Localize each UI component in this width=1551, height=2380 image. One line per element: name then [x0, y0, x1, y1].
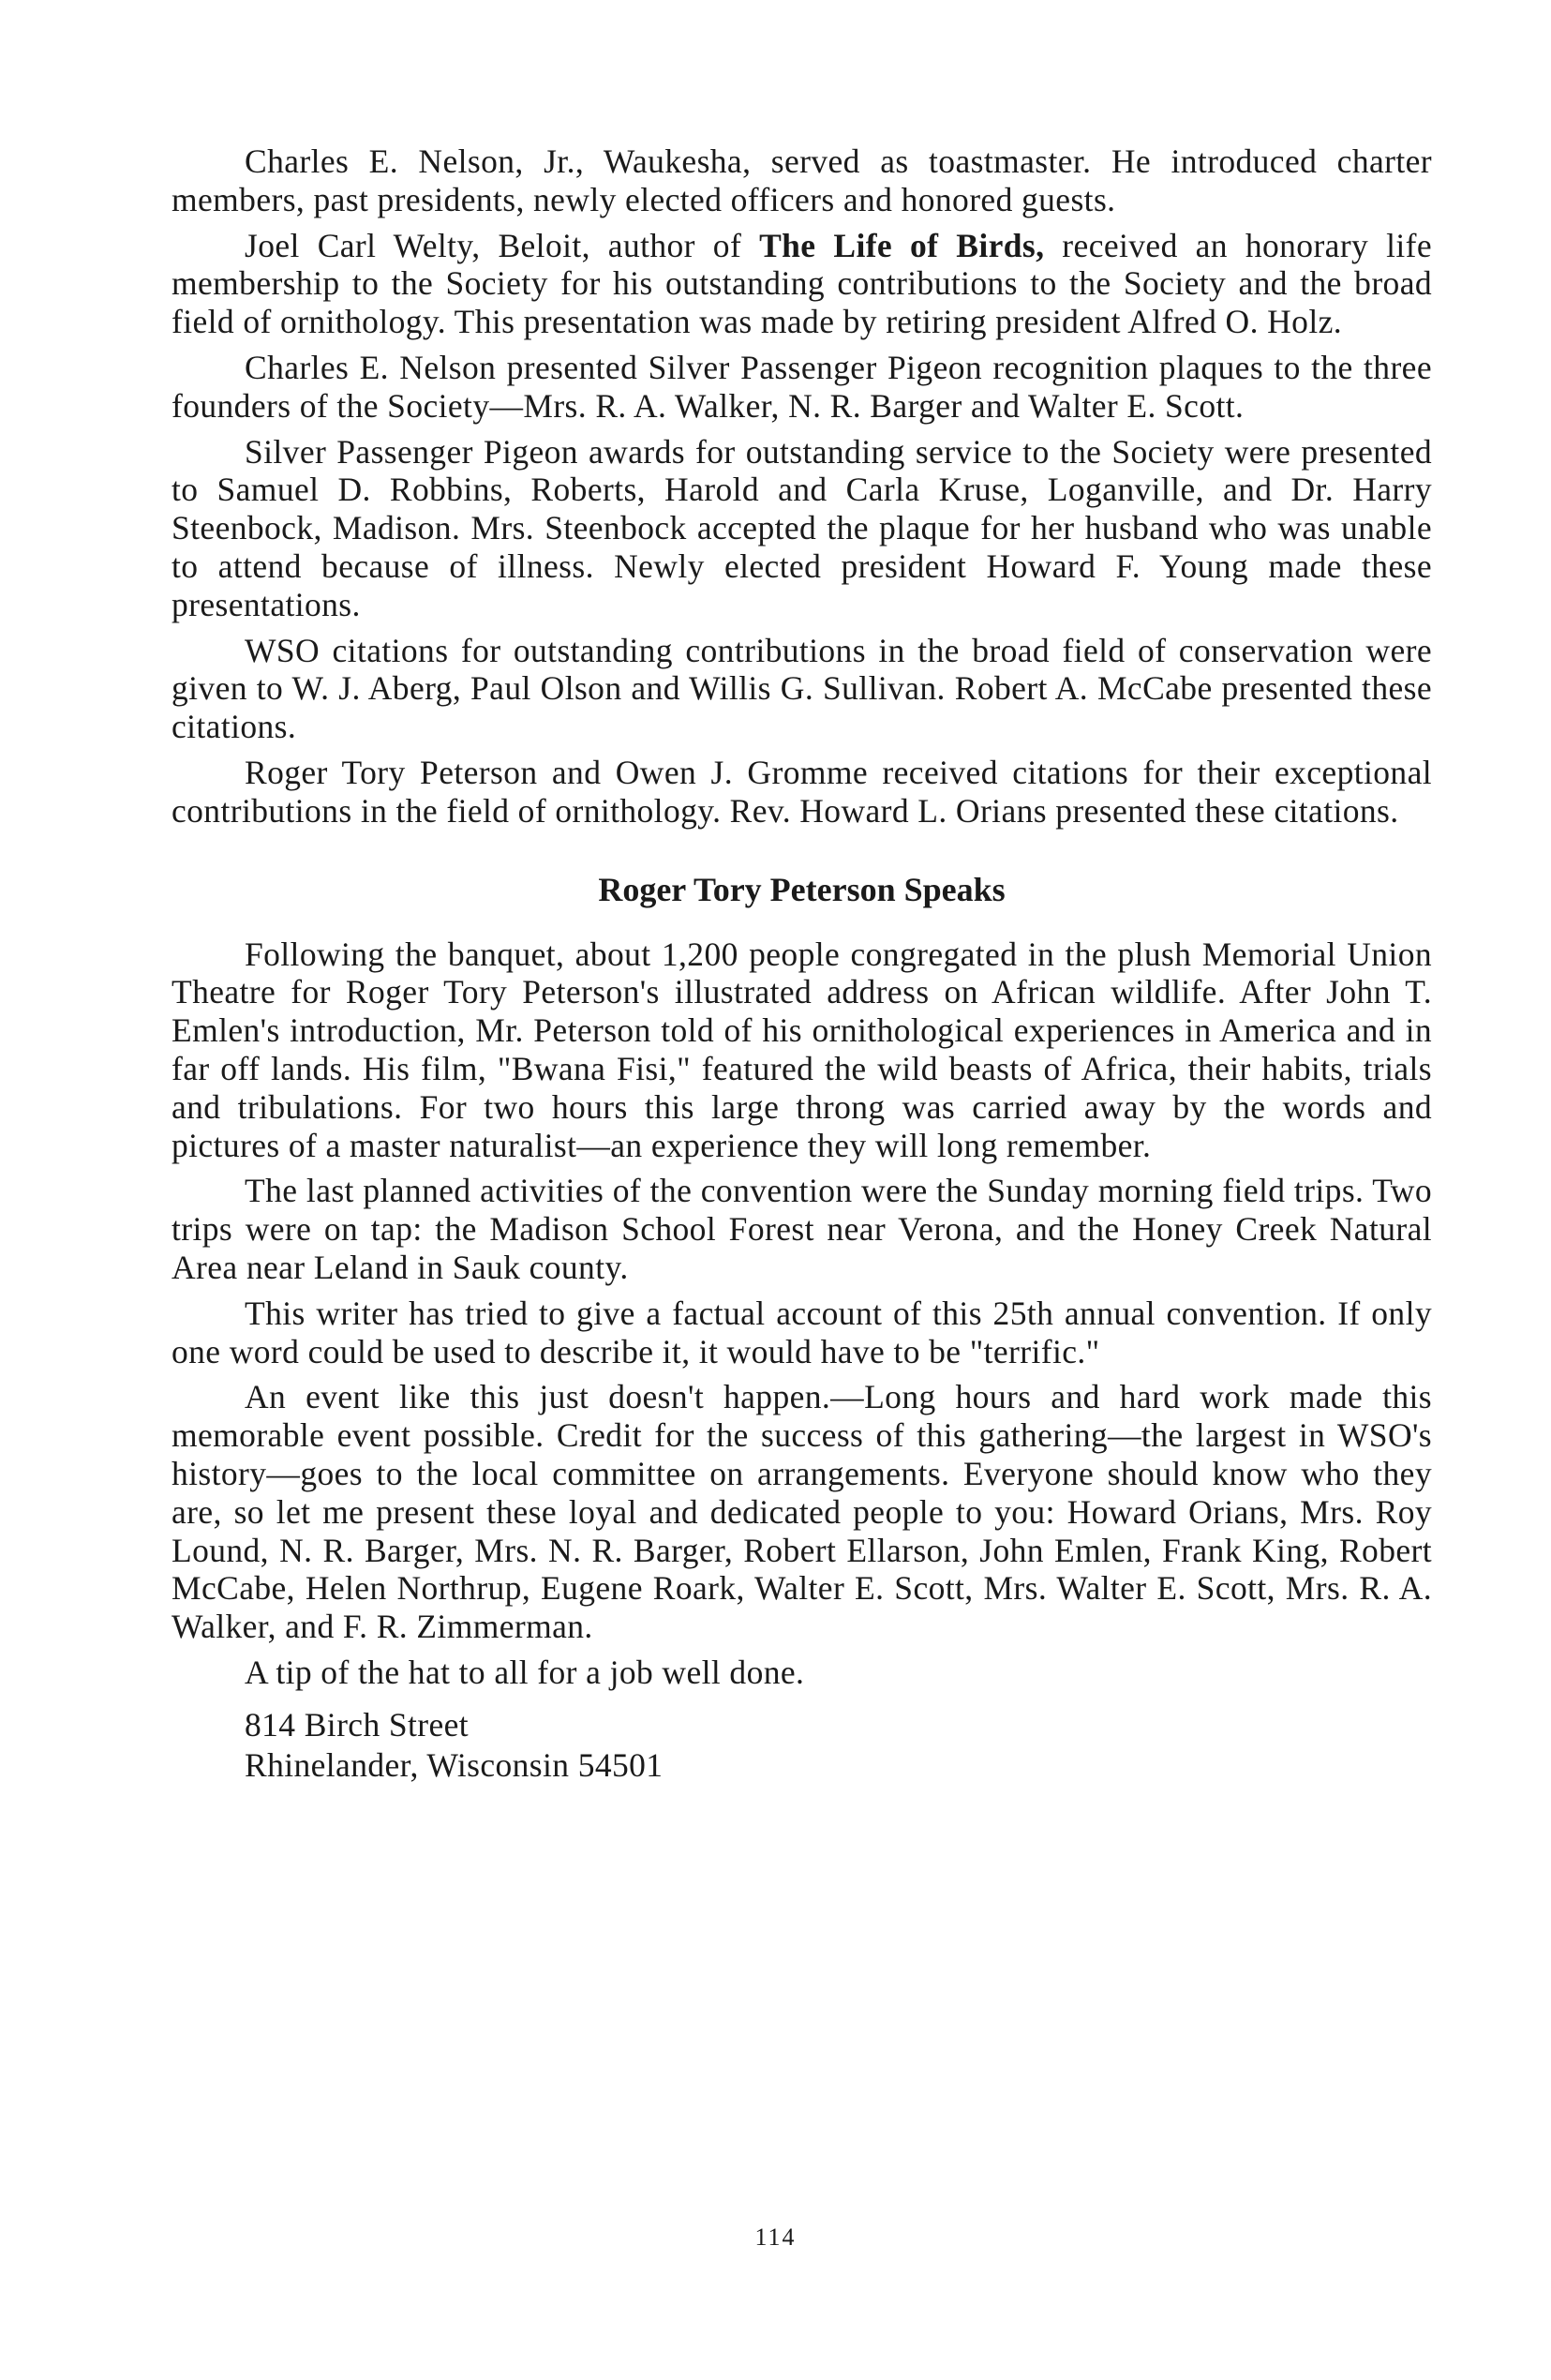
paragraph-toastmaster: Charles E. Nelson, Jr., Waukesha, served as toastmaster. He introduced charter members, past presidents, newly elected officers and honored guests. — [172, 142, 1432, 218]
section-heading: Roger Tory Peterson Speaks — [598, 870, 1006, 908]
author-address — [172, 1705, 1432, 1786]
welty-text-after: received an honorary life membership to the Society for his outstanding contributions to the Society and the broad field of ornithology. This presentation was made by retiring president Alfred O. Holz. — [172, 226, 1432, 341]
paragraph-citations-conservation: WSO citations for outstanding contributions in the broad field of conservation were given to W. J. Aberg, Paul Olson and Willis G. Sullivan. Robert A. McCabe presented these citations. — [172, 631, 1432, 746]
address-street: 814 Birch Street — [245, 1705, 470, 1744]
address-city: Rhinelander, Wisconsin 54501 — [245, 1745, 664, 1784]
page-number: 114 — [754, 2223, 797, 2251]
paragraph-founders: Charles E. Nelson presented Silver Passenger Pigeon recognition plaques to the three founders of the Society—Mrs. R. A. Walker, N. R. Barger and Walter E. Scott. — [172, 348, 1432, 425]
book-title: The Life of Birds, — [759, 226, 1045, 264]
paragraph-field-trips: The last planned activities of the convention were the Sunday morning field trips. Two trips were on tap: the Madison School Forest near Verona, and the Honey Creek Natural Area near Leland in Sauk county. — [172, 1172, 1432, 1286]
paragraph-welty — [172, 227, 1432, 341]
paragraph-closing: A tip of the hat to all for a job well done. — [245, 1653, 805, 1691]
welty-text-before: Joel Carl Welty, Beloit, author of — [245, 226, 760, 264]
paragraph-committee: An event like this just doesn't happen.—Long hours and hard work made this memorable event possible. Credit for the success of this gathering—the largest in WSO's history—goes to the local committee on arrangements. Everyone should know who they are, so let me present these loyal and dedicated people to you: Howard Orians, Mrs. Roy Lound, N. R. Barger, Mrs. N. R. Barger, Robert Ellarson, John Emlen, Frank King, Robert McCabe, Helen Northrup, Eugene Roark, Walter E. Scott, Mrs. Walter E. Scott, Mrs. R. A. Walker, and F. R. Zimmerman. — [172, 1378, 1432, 1646]
document-page — [172, 142, 1432, 1786]
paragraph-awards: Silver Passenger Pigeon awards for outstanding service to the Society were presented to Samuel D. Robbins, Roberts, Harold and Carla Kruse, Loganville, and Dr. Harry Steenbock, Madison. Mrs. Steenbock accepted the plaque for her husband who was unable to attend because of illness. Newly elected president Howard F. Young made these presentations. — [172, 432, 1432, 623]
paragraph-writer: This writer has tried to give a factual account of this 25th annual convention. If only one word could be used to describe it, it would have to be "terrific." — [172, 1294, 1432, 1370]
paragraph-banquet: Following the banquet, about 1,200 people congregated in the plush Memorial Union Theatre for Roger Tory Peterson's illustrated address on African wildlife. After John T. Emlen's introduction, Mr. Peterson told of his ornithological experiences in America and in far off lands. His film, "Bwana Fisi," featured the wild beasts of Africa, their habits, trials and tribulations. For two hours this large throng was carried away by the words and pictures of a master naturalist—an experience they will long remember. — [172, 935, 1432, 1164]
paragraph-citations-ornithology: Roger Tory Peterson and Owen J. Gromme received citations for their exceptional contributions in the field of ornithology. Rev. Howard L. Orians presented these citations. — [172, 753, 1432, 830]
